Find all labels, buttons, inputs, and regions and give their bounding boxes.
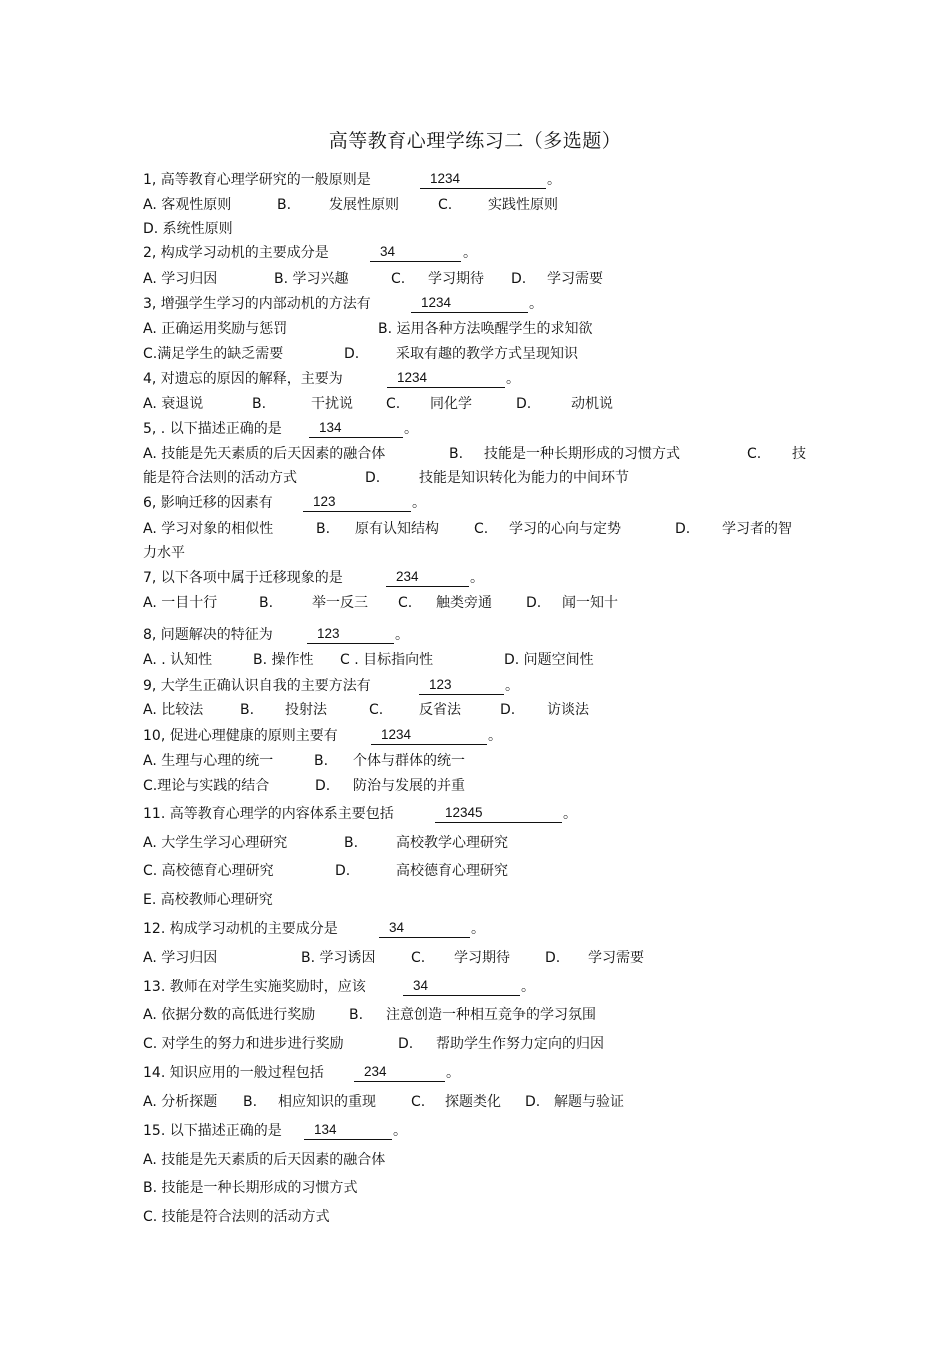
option-a: A. 学习归因 <box>143 950 218 966</box>
option-c: C. <box>474 521 489 537</box>
answer-blank: 123 <box>307 625 394 644</box>
option-c-text: 同化学 <box>430 396 472 412</box>
option-b-text: 相应知识的重现 <box>278 1094 376 1110</box>
answer-blank: 1234 <box>387 369 505 388</box>
option-a: A. 衰退说 <box>143 396 204 412</box>
option-c-text: 触类旁通 <box>436 595 492 611</box>
option-b-text: 干扰说 <box>311 396 353 412</box>
period: 。 <box>404 421 418 437</box>
option-c-text: 探题类化 <box>445 1094 501 1110</box>
option-c: C.理论与实践的结合 <box>143 778 270 794</box>
option-a: A. 生理与心理的统一 <box>143 753 274 769</box>
option-c: C. 高校德育心理研究 <box>143 863 274 879</box>
option-c: C. <box>747 446 762 462</box>
answer-blank: 234 <box>354 1063 445 1082</box>
question-stem: 15. 以下描述正确的是 <box>143 1123 282 1139</box>
period: 。 <box>506 371 520 387</box>
option-c-text: 学习期待 <box>454 950 510 966</box>
option-d-text: 学习需要 <box>588 950 644 966</box>
option-c: C.满足学生的缺乏需要 <box>143 346 284 362</box>
question-stem: 6, 影响迁移的因素有 <box>143 495 273 511</box>
option-c: C. <box>411 1094 426 1110</box>
option-b: B. <box>243 1094 258 1110</box>
option-d-text: 闻一知十 <box>562 595 618 611</box>
option-c-text: 实践性原则 <box>488 197 558 213</box>
option-a: A. 正确运用奖励与惩罚 <box>143 321 288 337</box>
option-d: D. <box>315 778 331 794</box>
period: 。 <box>471 921 485 937</box>
option-e: E. 高校教师心理研究 <box>143 892 273 908</box>
option-c: C . 目标指向性 <box>340 652 434 668</box>
option-a: A. 技能是先天素质的后天因素的融合体 <box>143 1152 386 1168</box>
answer-blank: 12345 <box>435 804 562 823</box>
question-stem: 14. 知识应用的一般过程包括 <box>143 1065 324 1081</box>
period: 。 <box>563 806 577 822</box>
answer-blank: 34 <box>379 919 470 938</box>
option-d: D. <box>545 950 561 966</box>
question-stem: 3, 增强学生学习的内部动机的方法有 <box>143 296 371 312</box>
answer-blank: 134 <box>309 419 403 438</box>
option-d: D. 系统性原则 <box>143 221 233 237</box>
option-a: A. 技能是先天素质的后天因素的融合体 <box>143 446 386 462</box>
answer-blank: 234 <box>386 568 469 587</box>
option-a: A. 学习归因 <box>143 271 218 287</box>
option-b: B. <box>449 446 464 462</box>
option-a: A. 分析探题 <box>143 1094 218 1110</box>
option-b: B. 技能是一种长期形成的习惯方式 <box>143 1180 358 1196</box>
option-d-text: 高校德育心理研究 <box>396 863 508 879</box>
option-d-text: 学习者的智 <box>722 521 792 537</box>
answer-blank: 34 <box>403 977 520 996</box>
option-c-text: 技 <box>792 446 806 462</box>
option-d-text: 技能是知识转化为能力的中间环节 <box>419 470 629 486</box>
period: 。 <box>395 627 409 643</box>
option-d: D. <box>344 346 360 362</box>
option-a: A. 学习对象的相似性 <box>143 521 274 537</box>
answer-blank: 1234 <box>420 170 546 189</box>
period: 。 <box>393 1123 407 1139</box>
option-a: A. 比较法 <box>143 702 204 718</box>
question-stem: 4, 对遗忘的原因的解释，主要为 <box>143 371 343 387</box>
option-d: D. <box>526 595 542 611</box>
period: 。 <box>446 1065 460 1081</box>
period: 。 <box>488 728 502 744</box>
period: 。 <box>470 570 484 586</box>
option-b-text: 个体与群体的统一 <box>353 753 465 769</box>
option-a: A. . 认知性 <box>143 652 213 668</box>
option-d-text: 动机说 <box>571 396 613 412</box>
question-stem: 12. 构成学习动机的主要成分是 <box>143 921 338 937</box>
answer-blank: 1234 <box>411 294 528 313</box>
option-d-text: 解题与验证 <box>554 1094 624 1110</box>
option-b-text: 举一反三 <box>312 595 368 611</box>
option-a: A. 依据分数的高低进行奖励 <box>143 1007 316 1023</box>
option-b: B. <box>344 835 359 851</box>
question-stem: 9, 大学生正确认识自我的主要方法有 <box>143 678 371 694</box>
option-b-text: 原有认知结构 <box>355 521 439 537</box>
option-b: B. 运用各种方法唤醒学生的求知欲 <box>378 321 593 337</box>
question-stem: 1, 高等教育心理学研究的一般原则是 <box>143 172 371 188</box>
period: 。 <box>463 245 477 261</box>
question-stem: 7, 以下各项中属于迁移现象的是 <box>143 570 343 586</box>
option-c: C. <box>386 396 401 412</box>
option-d: D. 问题空间性 <box>504 652 594 668</box>
option-b: B. <box>240 702 255 718</box>
option-d-text: 访谈法 <box>547 702 589 718</box>
option-d: D. <box>516 396 532 412</box>
option-b: B. 操作性 <box>253 652 314 668</box>
period: 。 <box>521 979 535 995</box>
option-c: C. <box>438 197 453 213</box>
option-b: B. <box>277 197 292 213</box>
option-d-text: 采取有趣的教学方式呈现知识 <box>396 346 578 362</box>
option-d: D. <box>511 271 527 287</box>
option-c: C. <box>369 702 384 718</box>
option-b: B. <box>316 521 331 537</box>
option-c: C. 对学生的努力和进步进行奖励 <box>143 1036 344 1052</box>
option-d: D. <box>675 521 691 537</box>
option-a: A. 客观性原则 <box>143 197 232 213</box>
option-d: D. <box>525 1094 541 1110</box>
question-stem: 8, 问题解决的特征为 <box>143 627 273 643</box>
option-c-text: 学习期待 <box>428 271 484 287</box>
option-a: A. 一目十行 <box>143 595 218 611</box>
option-c: C. <box>391 271 406 287</box>
option-b-text: 高校教学心理研究 <box>396 835 508 851</box>
answer-blank: 1234 <box>371 726 487 745</box>
option-c-text: 反省法 <box>419 702 461 718</box>
option-b-text: 发展性原则 <box>329 197 399 213</box>
option-d-text: 防治与发展的并重 <box>353 778 465 794</box>
period: 。 <box>547 172 561 188</box>
option-d: D. <box>500 702 516 718</box>
option-b: B. <box>314 753 329 769</box>
question-stem: 13. 教师在对学生实施奖励时，应该 <box>143 979 366 995</box>
option-b-text: 注意创造一种相互竞争的学习氛围 <box>386 1007 596 1023</box>
option-c: C. <box>411 950 426 966</box>
option-b: B. 学习兴趣 <box>274 271 349 287</box>
document-title: 高等教育心理学练习二（多选题） <box>328 130 622 152</box>
period: 。 <box>529 296 543 312</box>
question-stem: 10, 促进心理健康的原则主要有 <box>143 728 338 744</box>
period: 。 <box>412 495 426 511</box>
option-c: C. 技能是符合法则的活动方式 <box>143 1209 330 1225</box>
option-b: B. <box>252 396 267 412</box>
option-b: B. <box>349 1007 364 1023</box>
option-d-text: 学习需要 <box>547 271 603 287</box>
option-d: D. <box>365 470 381 486</box>
option-d-continued: 力水平 <box>143 545 185 561</box>
option-b: B. <box>259 595 274 611</box>
option-c-text: 学习的心向与定势 <box>509 521 621 537</box>
option-a: A. 大学生学习心理研究 <box>143 835 288 851</box>
option-b-text: 技能是一种长期形成的习惯方式 <box>484 446 680 462</box>
option-b: B. 学习诱因 <box>301 950 376 966</box>
question-stem: 2, 构成学习动机的主要成分是 <box>143 245 329 261</box>
option-d: D. <box>335 863 351 879</box>
question-stem: 5, . 以下描述正确的是 <box>143 421 282 437</box>
option-d: D. <box>398 1036 414 1052</box>
option-c: C. <box>398 595 413 611</box>
question-stem: 11. 高等教育心理学的内容体系主要包括 <box>143 806 394 822</box>
answer-blank: 134 <box>304 1121 392 1140</box>
option-b-text: 投射法 <box>285 702 327 718</box>
option-d-text: 帮助学生作努力定向的归因 <box>436 1036 604 1052</box>
answer-blank: 123 <box>303 493 411 512</box>
period: 。 <box>505 678 519 694</box>
option-c-continued: 能是符合法则的活动方式 <box>143 470 297 486</box>
answer-blank: 123 <box>419 676 504 695</box>
answer-blank: 34 <box>370 243 461 262</box>
